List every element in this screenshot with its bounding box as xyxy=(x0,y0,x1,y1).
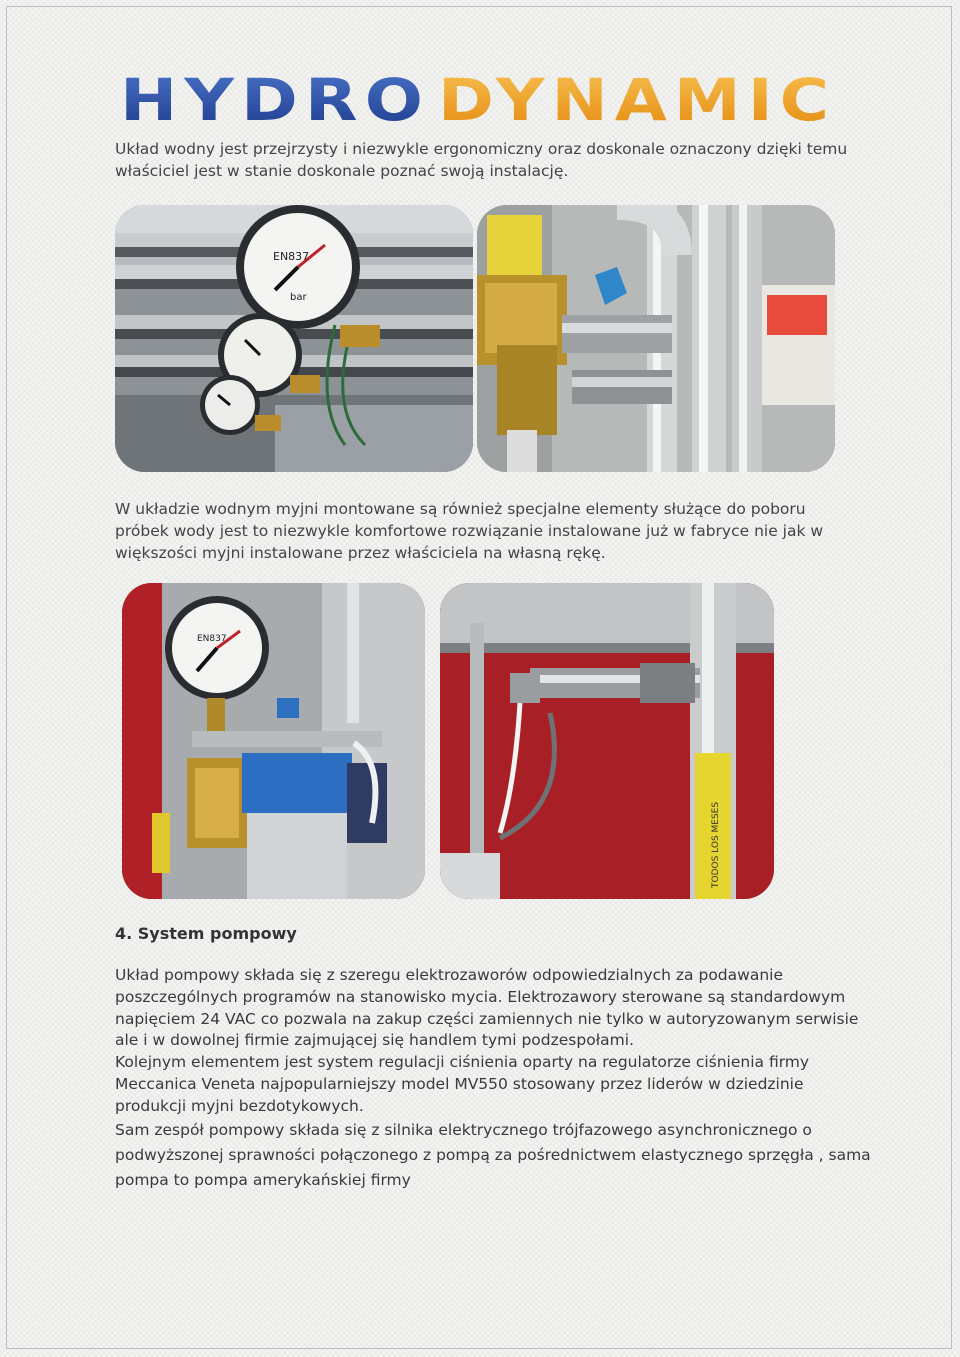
logo-part-dynamic: DYNAMIC xyxy=(438,70,836,132)
intro-paragraph: Układ wodny jest przejrzysty i niezwykle ergonomiczny oraz doskonale oznaczony dzięki temu właściciel jest w stanie doskonale poznać swoją instalację. xyxy=(115,140,848,180)
hydrodynamic-logo xyxy=(120,70,840,132)
photo-pressure-gauges xyxy=(115,205,473,472)
sampling-paragraph: W układzie wodnym myjni montowane są również specjalne elementy służące do poboru próbek wody jest to niezwykle komfortowe rozwiązanie instalowane już w fabryce nie jak w większości myjni instalowane przez właściciela na własną rękę. xyxy=(115,500,824,562)
photo-brass-valves xyxy=(477,205,835,472)
gauge-brand-label-2: EN837 xyxy=(197,634,227,644)
gauge-unit-label: bar xyxy=(290,292,307,303)
photo-gauge-filter xyxy=(122,583,425,899)
section-4-paragraph-2: Kolejnym elementem jest system regulacji ciśnienia oparty na regulatorze ciśnienia firmy Meccanica Veneta najpopularniejszy model MV550 stosowany przez liderów w dziedzinie produkcji myjni bezdotykowych. xyxy=(115,1053,810,1115)
label-months: TODOS LOS MESES xyxy=(711,801,721,888)
section-4-heading: 4. System pompowy xyxy=(115,924,297,943)
photo-sampling-tap xyxy=(440,583,774,899)
section-4-paragraph-1: Układ pompowy składa się z szeregu elektrozaworów odpowiedzialnych za podawanie poszczególnych programów na stanowisko mycia. Elektrozawory sterowane są standardowym napięciem 24 VAC co pozwala na zakup części zamiennych nie tylko w autoryzowanym serwisie ale i w dowolnej firmie zajmującej się handlem tymi podzespołami. xyxy=(115,966,859,1050)
gauge-brand-label: EN837 xyxy=(273,250,310,263)
logo-part-hydro: HYDRO xyxy=(120,70,430,132)
section-4-paragraph-3: Sam zespół pompowy składa się z silnika elektrycznego trójfazowego asynchronicznego o podwyższonej sprawności połączonego z pompą za pośrednictwem elastycznego sprzęgła , sama pompa to pompa amerykańskiej firmy xyxy=(115,1120,871,1189)
section-4-body xyxy=(115,965,875,1193)
